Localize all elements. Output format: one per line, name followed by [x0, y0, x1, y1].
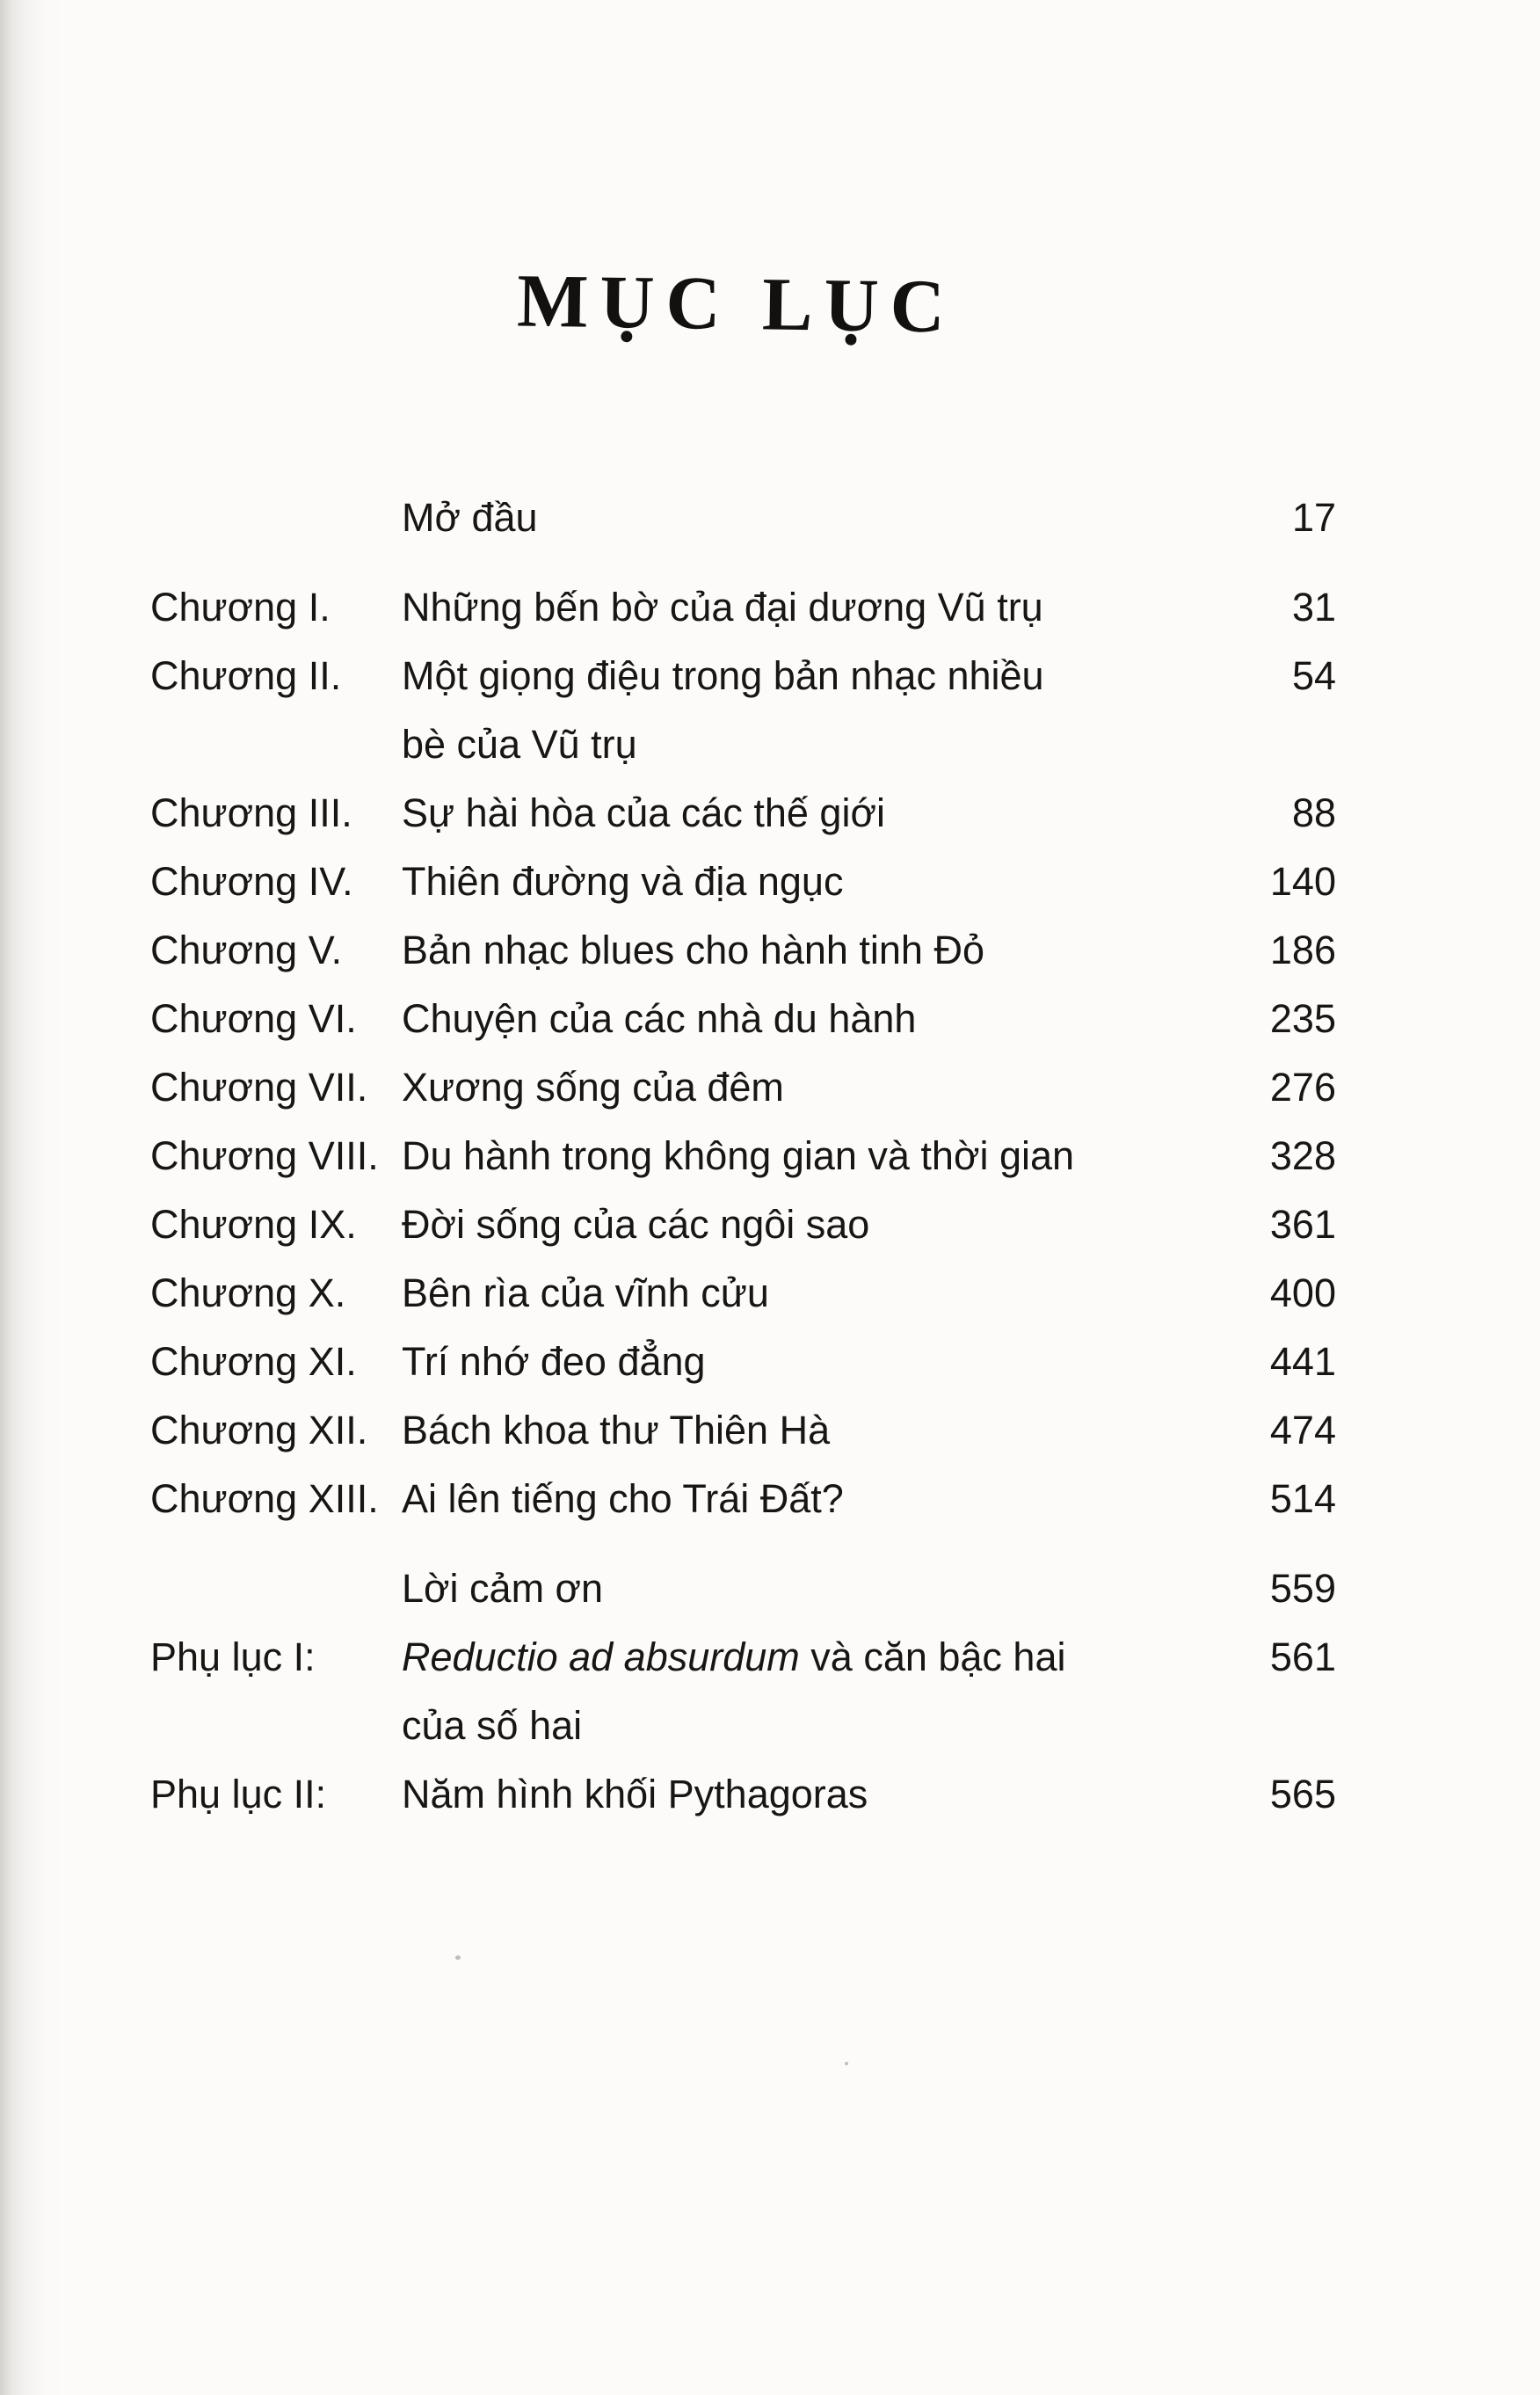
toc-entry — [150, 1259, 1336, 1328]
chapter-label: Chương I. — [150, 585, 331, 630]
toc-entry — [150, 484, 1336, 552]
page-number: 561 — [1269, 1634, 1336, 1679]
chapter-title-line: bè của Vũ trụ — [402, 722, 637, 767]
toc-entry — [150, 1328, 1336, 1396]
chapter-label: Chương X. — [150, 1270, 346, 1315]
chapter-title-line: Reductio ad absurdum và căn bậc hai — [402, 1634, 1066, 1679]
chapter-title-line: Thiên đường và địa ngục — [402, 859, 844, 904]
chapter-title — [402, 484, 1238, 552]
page-number: 186 — [1269, 928, 1336, 972]
page-number: 276 — [1269, 1065, 1336, 1110]
chapter-title-line: của số hai — [402, 1703, 583, 1748]
table-of-contents — [0, 484, 1540, 1829]
toc-entry — [150, 779, 1336, 848]
chapter-label: Chương VII. — [150, 1065, 368, 1110]
page-number: 441 — [1269, 1339, 1336, 1384]
chapter-title — [402, 916, 1238, 985]
chapter-title — [402, 1396, 1238, 1465]
page-number: 474 — [1269, 1408, 1336, 1452]
chapter-title-line: Chuyện của các nhà du hành — [402, 996, 917, 1041]
page-number: 17 — [1291, 495, 1336, 540]
chapter-title-line: Bên rìa của vĩnh cửu — [402, 1270, 769, 1315]
page-number: 400 — [1269, 1270, 1336, 1315]
chapter-title-line: Bản nhạc blues cho hành tinh Đỏ — [402, 928, 984, 972]
page-number: 328 — [1269, 1133, 1336, 1178]
chapter-label: Phụ lục II: — [150, 1772, 327, 1816]
chapter-label: Chương II. — [150, 653, 342, 698]
toc-entry — [150, 916, 1336, 985]
chapter-title — [402, 573, 1238, 642]
toc-entry — [150, 1623, 1336, 1760]
chapter-title-line: Du hành trong không gian và thời gian — [402, 1133, 1075, 1178]
chapter-title-line: Năm hình khối Pythagoras — [402, 1772, 868, 1816]
page-number: 235 — [1269, 996, 1336, 1041]
chapter-label: Chương XI. — [150, 1339, 357, 1384]
chapter-label: Chương XIII. — [150, 1476, 379, 1521]
chapter-title — [402, 1259, 1238, 1328]
chapter-title-line: Lời cảm ơn — [402, 1566, 604, 1611]
toc-entry — [150, 1053, 1336, 1122]
page-number: 88 — [1291, 790, 1336, 835]
chapter-label: Chương III. — [150, 790, 352, 835]
page-number: 54 — [1291, 653, 1336, 698]
chapter-label: Chương V. — [150, 928, 343, 972]
page-number: 31 — [1291, 585, 1336, 630]
chapter-title — [402, 779, 1238, 848]
chapter-title — [402, 1623, 1238, 1760]
chapter-label: Chương IX. — [150, 1202, 357, 1247]
chapter-title — [402, 1122, 1238, 1190]
toc-entry — [150, 1554, 1336, 1623]
chapter-title — [402, 1760, 1238, 1829]
chapter-label: Chương IV. — [150, 859, 353, 904]
toc-entry — [150, 1465, 1336, 1533]
chapter-title — [402, 1190, 1238, 1259]
page-number: 514 — [1269, 1476, 1336, 1521]
chapter-label: Chương VI. — [150, 996, 357, 1041]
chapter-title-line: Bách khoa thư Thiên Hà — [402, 1408, 831, 1452]
chapter-title-line: Sự hài hòa của các thế giới — [402, 790, 885, 835]
chapter-title — [402, 1554, 1238, 1623]
toc-entry — [150, 985, 1336, 1053]
toc-entry — [150, 1760, 1336, 1829]
chapter-title-line: Một giọng điệu trong bản nhạc nhiều — [402, 653, 1044, 698]
chapter-title — [402, 1053, 1238, 1122]
toc-group-chapters — [150, 573, 1336, 1533]
chapter-title-line: Trí nhớ đeo đẳng — [402, 1339, 706, 1384]
chapter-title-line: Đời sống của các ngôi sao — [402, 1202, 870, 1247]
page-number: 559 — [1269, 1566, 1336, 1611]
chapter-label: Chương XII. — [150, 1408, 368, 1452]
page-number: 565 — [1269, 1772, 1336, 1816]
chapter-title-line: Những bến bờ của đại dương Vũ trụ — [402, 585, 1043, 630]
toc-entry — [150, 573, 1336, 642]
chapter-title — [402, 642, 1238, 779]
chapter-title-line: Ai lên tiếng cho Trái Đất? — [402, 1476, 844, 1521]
page-number: 140 — [1269, 859, 1336, 904]
italic-title-segment: Reductio ad absurdum — [402, 1634, 800, 1679]
scan-speck — [455, 1955, 461, 1960]
page-title: MỤC LỤC — [516, 258, 957, 349]
chapter-label: Chương VIII. — [150, 1133, 379, 1178]
toc-entry — [150, 642, 1336, 779]
scan-speck — [845, 2062, 848, 2065]
toc-entry — [150, 848, 1336, 916]
chapter-title-line: Xương sống của đêm — [402, 1065, 784, 1110]
toc-entry — [150, 1190, 1336, 1259]
chapter-title — [402, 985, 1238, 1053]
chapter-title — [402, 848, 1238, 916]
toc-group-back-matter — [150, 1554, 1336, 1829]
toc-entry — [150, 1122, 1336, 1190]
chapter-title — [402, 1465, 1238, 1533]
toc-entry — [150, 1396, 1336, 1465]
toc-group-front-matter — [150, 484, 1336, 552]
page-number: 361 — [1269, 1202, 1336, 1247]
chapter-label: Phụ lục I: — [150, 1634, 316, 1679]
chapter-title — [402, 1328, 1238, 1396]
chapter-title-line: Mở đầu — [402, 495, 538, 540]
